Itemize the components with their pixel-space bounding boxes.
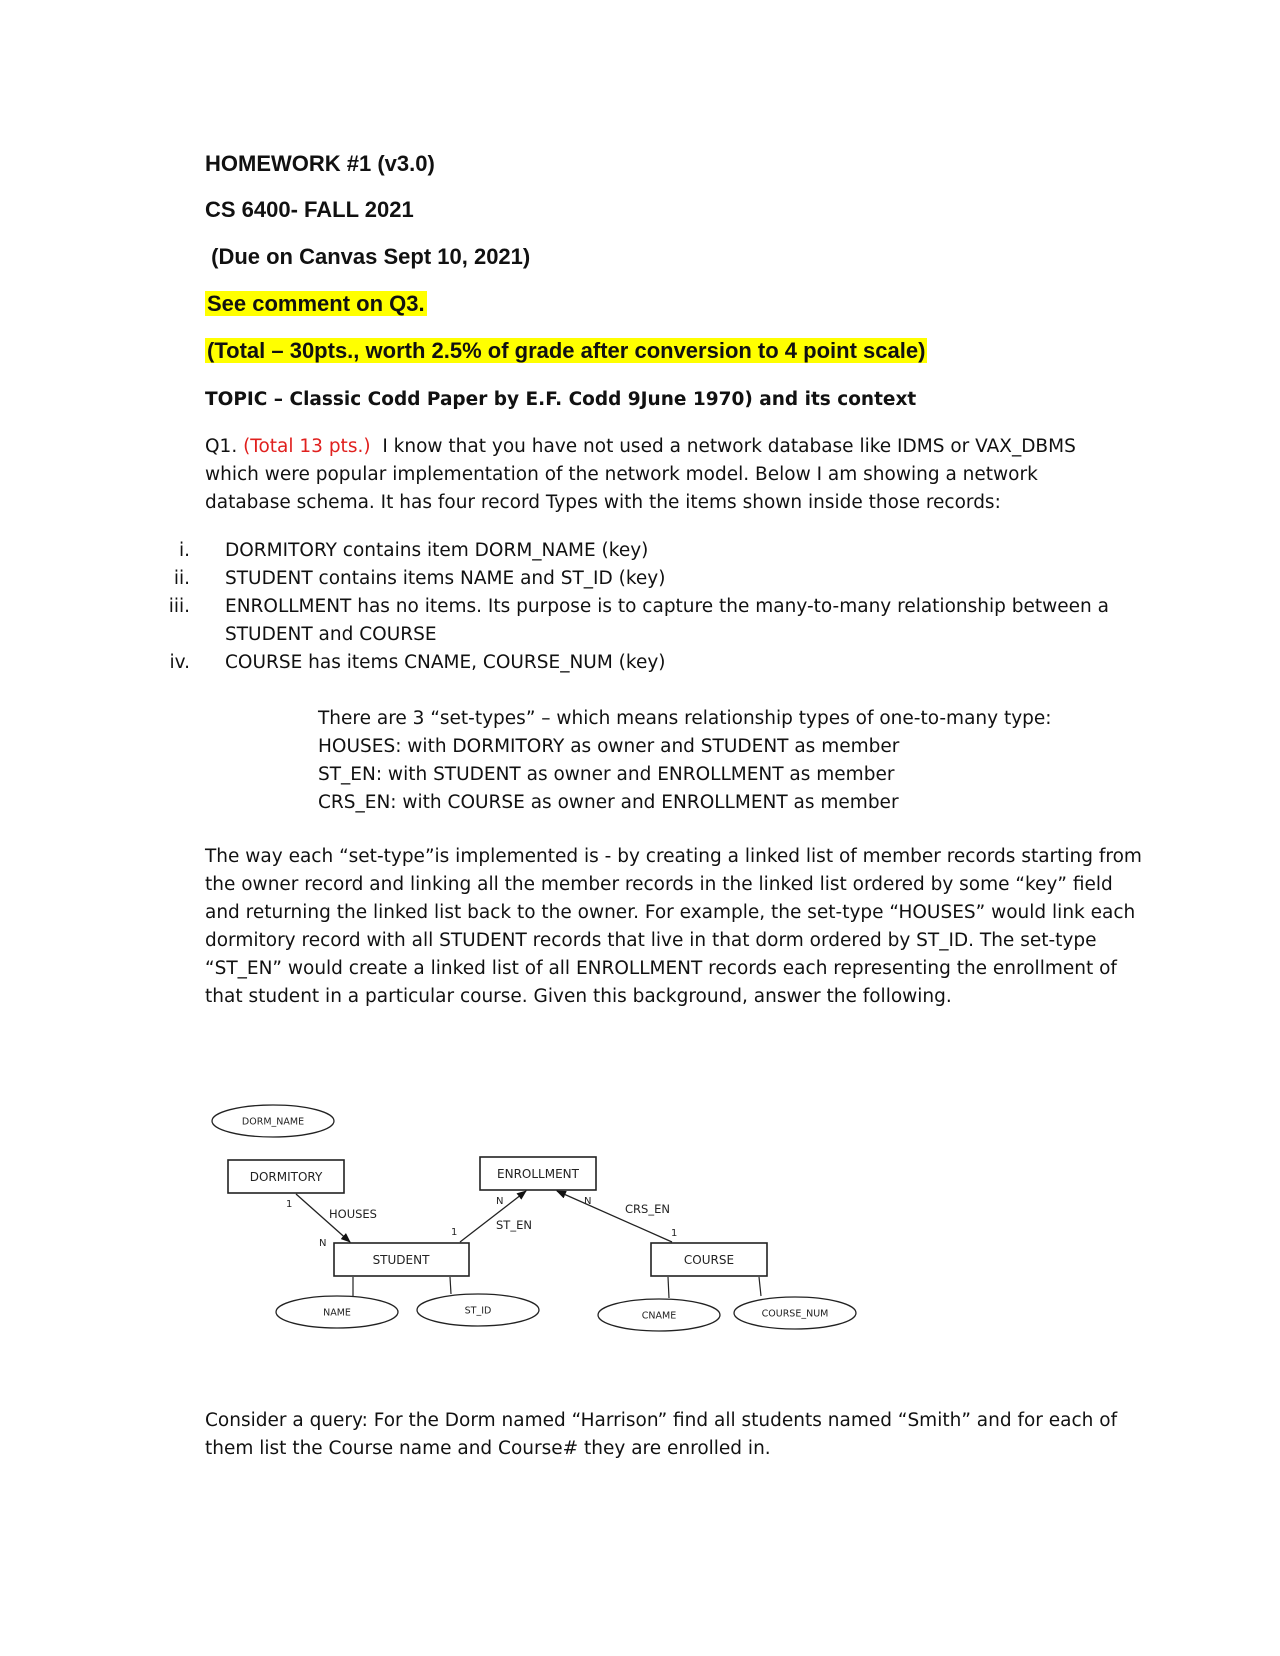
name-attribute-label: NAME — [323, 1307, 351, 1319]
crs-en-owner-cardinality: 1 — [671, 1228, 678, 1239]
dorm-name-label: DORM_NAME — [241, 1116, 305, 1128]
enrollment-label: ENROLLMENT — [497, 1167, 579, 1181]
crs-en-arrow — [557, 1191, 672, 1242]
course-num-attribute-label: COURSE_NUM — [761, 1308, 829, 1320]
q1-points: (Total 13 pts.) — [243, 436, 371, 457]
houses-member-cardinality: N — [319, 1238, 327, 1249]
crs-en-member-cardinality: N — [584, 1196, 592, 1207]
set-type-item: HOUSES: with DORMITORY as owner and STUDENT as member — [318, 736, 900, 757]
dormitory-label: DORMITORY — [249, 1170, 323, 1184]
st-en-owner-cardinality: 1 — [451, 1227, 458, 1238]
st-id-attribute-label: ST_ID — [464, 1305, 492, 1317]
course-title: CS 6400- FALL 2021 — [205, 197, 414, 222]
list-text: DORMITORY contains item DORM_NAME (key) — [225, 540, 649, 561]
set-type-item: CRS_EN: with COURSE as owner and ENROLLMENT as member — [318, 792, 899, 813]
list-text: COURSE has items CNAME, COURSE_NUM (key) — [225, 652, 666, 673]
list-number: ii. — [173, 568, 190, 589]
student-label: STUDENT — [372, 1253, 430, 1267]
houses-owner-cardinality: 1 — [286, 1199, 293, 1210]
comment-highlight: See comment on Q3. — [207, 291, 425, 316]
st-en-label: ST_EN — [496, 1218, 532, 1232]
q1-label: Q1. — [205, 436, 244, 457]
implementation-paragraph: The way each “set-type”is implemented is - by creating a linked list of member records starting from the owner record and linking all the member records in the linked list ordered by some “key” field and returning the linked list back to the owner. For example, the set-type “HOUSES” would link each dormitory record with all STUDENT records that live in that dorm ordered by ST_ID. The set-type “ST_EN” would create a linked list of all ENROLLMENT records each representing the enrollment of that student in a particular course. Given this background, answer the following. — [205, 846, 1142, 1007]
course-num-connector — [759, 1277, 761, 1296]
due-date: (Due on Canvas Sept 10, 2021) — [205, 244, 531, 269]
list-text: STUDENT contains items NAME and ST_ID (key) — [225, 568, 666, 589]
query-paragraph: Consider a query: For the Dorm named “Harrison” find all students named “Smith” and for each of them list the Course name and Course# they are enrolled in. — [205, 1410, 1118, 1459]
cname-connector — [668, 1277, 669, 1298]
topic-heading: TOPIC – Classic Codd Paper by E.F. Codd 9June 1970) and its context — [205, 389, 917, 410]
st-en-member-cardinality: N — [496, 1196, 504, 1207]
crs-en-label: CRS_EN — [625, 1202, 670, 1216]
st-id-connector — [450, 1277, 451, 1294]
cname-attribute-label: CNAME — [641, 1310, 677, 1322]
set-types-intro: There are 3 “set-types” – which means relationship types of one-to-many type: — [318, 708, 1052, 729]
total-highlight: (Total – 30pts., worth 2.5% of grade after conversion to 4 point scale) — [207, 338, 926, 363]
list-text: ENROLLMENT has no items. Its purpose is to capture the many-to-many relationship between a STUDENT and COURSE — [225, 596, 1109, 645]
list-number: iv. — [169, 652, 190, 673]
list-number: iii. — [168, 596, 190, 617]
houses-label: HOUSES — [329, 1207, 377, 1221]
course-label: COURSE — [683, 1253, 735, 1267]
set-type-item: ST_EN: with STUDENT as owner and ENROLLMENT as member — [318, 764, 895, 785]
st-en-arrow — [460, 1191, 526, 1242]
list-number: i. — [178, 540, 190, 561]
q1-text: I know that you have not used a network database like IDMS or VAX_DBMS which were popular implementation of the network model. Below I am showing a network database schema. It has four record Types with the items shown inside those records: — [205, 436, 1082, 513]
homework-title: HOMEWORK #1 (v3.0) — [205, 151, 435, 176]
